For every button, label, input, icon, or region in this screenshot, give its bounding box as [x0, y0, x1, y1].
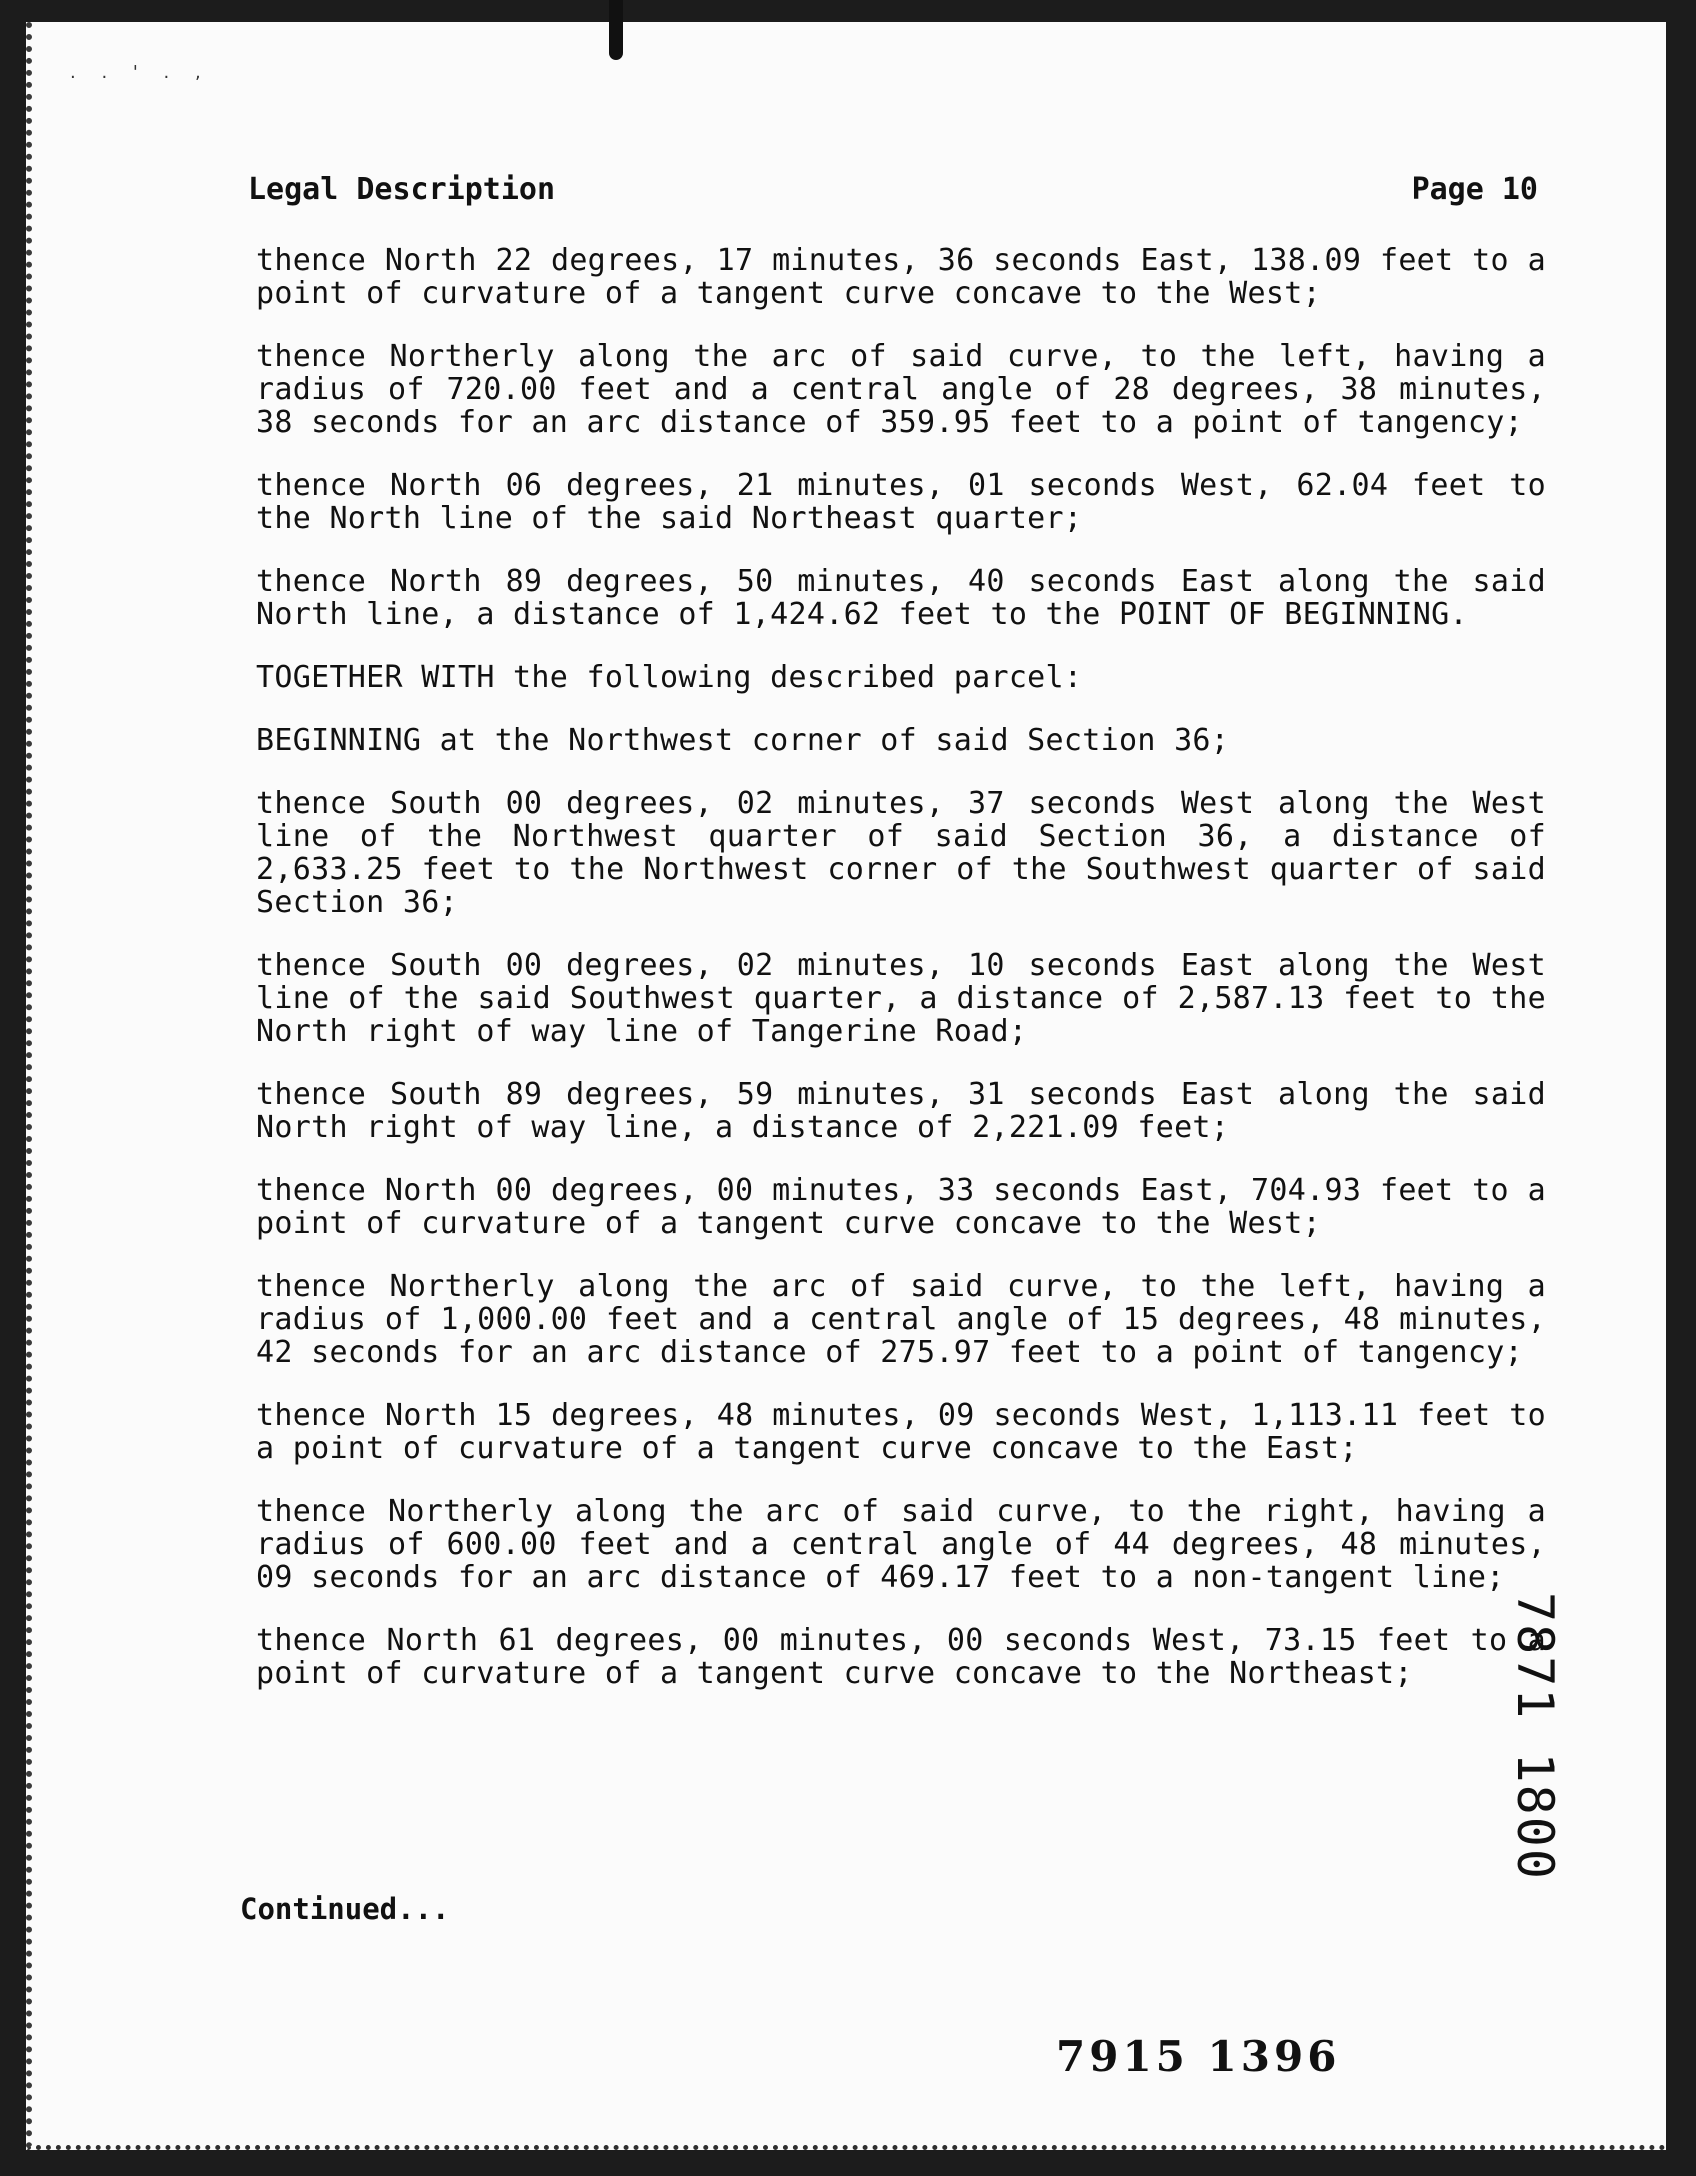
- paragraph: thence South 00 degrees, 02 minutes, 37 seconds West along the West line of the Northwest quarter of said Section 36, a distance of 2,633.25 feet to the Northwest corner of the Southwest quarter of said Section 36;: [256, 786, 1546, 920]
- scan-specks: . . ' . ,: [70, 62, 211, 83]
- binder-mark: [609, 0, 623, 60]
- continued-label: Continued...: [240, 1892, 450, 1926]
- paragraph: thence Northerly along the arc of said curve, to the right, having a radius of 600.00 feet and a central angle of 44 degrees, 48 minutes, 09 seconds for an arc distance of 469.17 feet to a non-tangent line;: [256, 1494, 1546, 1595]
- legal-description-body: [256, 244, 1546, 1720]
- paragraph: thence Northerly along the arc of said curve, to the left, having a radius of 720.00 feet and a central angle of 28 degrees, 38 minutes, 38 seconds for an arc distance of 359.95 feet to a point of tangency;: [256, 339, 1546, 440]
- document-page: [26, 22, 1666, 2150]
- paragraph: thence North 22 degrees, 17 minutes, 36 seconds East, 138.09 feet to a point of curvature of a tangent curve concave to the West;: [256, 243, 1546, 311]
- paragraph: thence North 15 degrees, 48 minutes, 09 seconds West, 1,113.11 feet to a point of curvature of a tangent curve concave to the East;: [256, 1398, 1546, 1466]
- paragraph: TOGETHER WITH the following described parcel:: [256, 660, 1083, 695]
- document-title: Legal Description: [248, 172, 556, 207]
- recording-number: 7915 1396: [1056, 2032, 1341, 2081]
- paragraph: thence South 89 degrees, 59 minutes, 31 seconds East along the said North right of way line, a distance of 2,221.09 feet;: [256, 1077, 1546, 1145]
- page-number: Page 10: [1411, 172, 1538, 207]
- paragraph: thence North 06 degrees, 21 minutes, 01 seconds West, 62.04 feet to the North line of the said Northeast quarter;: [256, 468, 1546, 536]
- paragraph: thence Northerly along the arc of said curve, to the left, having a radius of 1,000.00 feet and a central angle of 15 degrees, 48 minutes, 42 seconds for an arc distance of 275.97 feet to a point of tangency;: [256, 1269, 1546, 1370]
- side-recording-stamp: 7871 1800: [1506, 1592, 1564, 1881]
- paragraph: thence North 00 degrees, 00 minutes, 33 seconds East, 704.93 feet to a point of curvature of a tangent curve concave to the West;: [256, 1173, 1546, 1241]
- paragraph: BEGINNING at the Northwest corner of said Section 36;: [256, 723, 1230, 758]
- paragraph: thence South 00 degrees, 02 minutes, 10 seconds East along the West line of the said Southwest quarter, a distance of 2,587.13 feet to the North right of way line of Tangerine Road;: [256, 948, 1546, 1049]
- paragraph: thence North 61 degrees, 00 minutes, 00 seconds West, 73.15 feet to a point of curvature of a tangent curve concave to the Northeast;: [256, 1623, 1546, 1691]
- paragraph: thence North 89 degrees, 50 minutes, 40 seconds East along the said North line, a distance of 1,424.62 feet to the POINT OF BEGINNING.: [256, 564, 1546, 632]
